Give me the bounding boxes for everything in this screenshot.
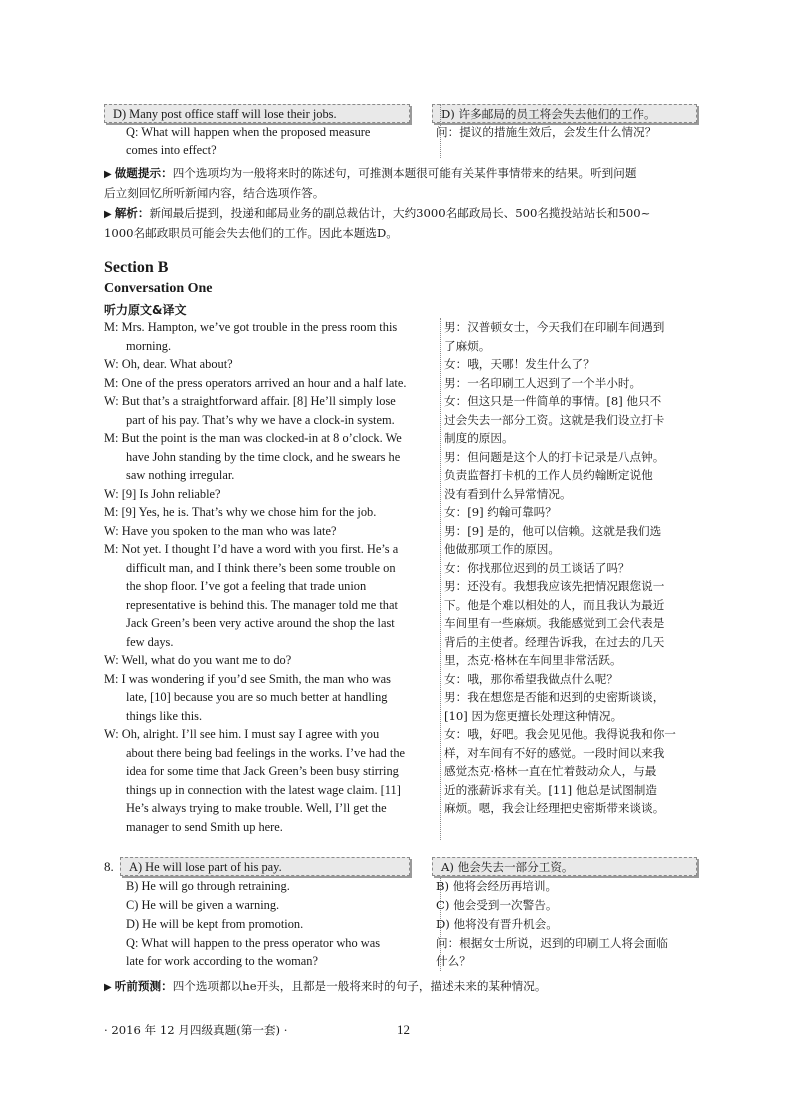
cn-line: 男：但问题是这个人的打卡记录是八点钟。 xyxy=(444,449,665,464)
en-line: M: I was wondering if you’d see Smith, the man who was xyxy=(104,671,392,686)
transcript-subtitle: 听力原文&译文 xyxy=(104,303,187,317)
cn-line: 负责监督打卡机的工作人员约翰断定说他 xyxy=(444,468,653,482)
option-d-highlight xyxy=(104,104,410,123)
cn-line: 女：哦，那你希望我做点什么呢？ xyxy=(444,671,618,686)
page-number: 12 xyxy=(397,1022,410,1037)
en-line: late, [10] because you are so much better at handling xyxy=(126,690,388,704)
tip-hint-line1: 四个选项均为一般将来时的陈述句，可推测本题很可能有关某件事情带来的结果。听到问题 xyxy=(172,166,637,180)
section-title: Section B xyxy=(104,259,169,276)
cn-line: 下。他是个难以相处的人，而且我认为最近 xyxy=(444,597,665,612)
cn-line: 样，对车间有不好的感觉。一段时间以来我 xyxy=(444,745,665,760)
option-d-cn: D) 他将没有晋升机会。 xyxy=(436,917,558,931)
en-line: representative is behind this. The manager told me that xyxy=(126,597,398,612)
en-line: things like this. xyxy=(126,708,203,723)
cn-line: 背后的主使者。经理告诉我，在过去的几天 xyxy=(444,634,665,649)
arrow-icon: ▶ xyxy=(104,169,112,180)
option-b-cn: B) 他将会经历再培训。 xyxy=(436,879,558,893)
q8-question-en-line1: Q: What will happen to the press operator who was xyxy=(126,936,381,950)
q8-question-cn-line2: 什么？ xyxy=(436,954,471,968)
option-a-en: A) He will lose part of his pay. xyxy=(129,860,282,874)
en-line: M: Not yet. I thought I’d have a word with you first. He’s a xyxy=(104,542,399,556)
tip-prediction xyxy=(104,977,696,997)
en-line: Jack Green’s been very active around the shop the last xyxy=(126,616,395,630)
en-line: idea for some time that Jack Green’s been busy stirring xyxy=(126,764,399,778)
cn-line: 女：哦，天哪！发生什么了？ xyxy=(444,357,595,371)
en-line: part of his pay. That’s why we have a clock-in system. xyxy=(126,412,395,427)
en-line: W: Have you spoken to the man who was late? xyxy=(104,523,337,538)
transcript-chinese xyxy=(444,318,694,840)
en-line: M: But the point is the man was clocked-in at 8 o’clock. We xyxy=(104,431,402,445)
cn-line: 女：但这只是一件简单的事情。[8] 他只不 xyxy=(444,394,662,408)
cn-line: 女：哦，好吧。我会见见他。我得说我和你一 xyxy=(444,727,676,741)
tip-prediction-heading: 听前预测： xyxy=(114,979,173,993)
q8-question-en-line2: late for work according to the woman? xyxy=(126,954,318,968)
arrow-icon: ▶ xyxy=(104,982,112,993)
en-line: few days. xyxy=(126,634,174,649)
tip-analysis-line2: 1000名邮政职员可能会失去他们的工作。因此本题选D。 xyxy=(104,226,398,240)
option-a-cn-highlight xyxy=(432,857,697,876)
en-line: saw nothing irregular. xyxy=(126,468,235,482)
en-line: W: Oh, alright. I’ll see him. I must say I agree with you xyxy=(104,727,380,741)
tip-analysis-heading: 解析： xyxy=(114,206,150,220)
en-line: He’s always trying to make trouble. Well, I’ll get the xyxy=(126,801,387,815)
tip-hint-heading: 做题提示： xyxy=(114,166,173,180)
option-d-en: D) Many post office staff will lose their jobs. xyxy=(113,107,337,121)
question-en-line1: Q: What will happen when the proposed measure xyxy=(126,125,371,139)
option-a-cn: A) 他会失去一部分工资。 xyxy=(441,860,574,874)
cn-line: [10] 因为您更擅长处理这种情况。 xyxy=(444,708,623,723)
cn-line: 男：[9] 是的，他可以信赖。这就是我们选 xyxy=(444,523,662,538)
cn-line: 了麻烦。 xyxy=(444,338,491,353)
en-line: manager to send Smith up here. xyxy=(126,819,283,834)
en-line: M: Mrs. Hampton, we’ve got trouble in the press room this xyxy=(104,320,398,334)
question-number: 8. xyxy=(104,859,114,874)
tip-hint xyxy=(104,164,696,203)
question-cn: 问：提议的措施生效后，会发生什么情况？ xyxy=(436,125,657,139)
en-line: W: Well, what do you want me to do? xyxy=(104,653,292,667)
en-line: morning. xyxy=(126,338,172,353)
tip-prediction-line1: 四个选项都以he开头，且都是一般将来时的句子，描述未来的某种情况。 xyxy=(172,979,547,993)
cn-line: 男：一名印刷工人迟到了一个半小时。 xyxy=(444,375,642,390)
cn-line: 没有看到什么异常情况。 xyxy=(444,486,572,501)
top-column-divider xyxy=(440,104,441,158)
option-b-en: B) He will go through retraining. xyxy=(126,879,290,893)
option-d-cn: D) 许多邮局的员工将会失去他们的工作。 xyxy=(441,107,656,121)
en-line: M: One of the press operators arrived an hour and a half late. xyxy=(104,375,407,390)
transcript-column-divider xyxy=(440,318,441,840)
arrow-icon: ▶ xyxy=(104,209,112,220)
option-d-cn-highlight xyxy=(432,104,697,123)
en-line: W: Oh, dear. What about? xyxy=(104,357,233,371)
cn-line: 近的涨薪诉求有关。[11] 他总是试图制造 xyxy=(444,782,657,797)
option-c-cn: C) 他会受到一次警告。 xyxy=(436,898,558,912)
cn-line: 制度的原因。 xyxy=(444,431,514,445)
transcript-english xyxy=(104,318,436,840)
en-line: have John standing by the time clock, and he swears he xyxy=(126,449,401,464)
q8-question-cn-line1: 问：根据女士所说，迟到的印刷工人将会面临 xyxy=(436,936,668,950)
en-line: things up in connection with the latest wage claim. [11] xyxy=(126,782,401,797)
cn-line: 感觉杰克·格林一直在忙着鼓动众人，与最 xyxy=(444,764,657,778)
en-line: about there being bad feelings in the works. I’ve had the xyxy=(126,745,406,760)
footer-source: · 2016 年 12 月四级真题(第一套) · xyxy=(104,1023,288,1037)
question-en-line2: comes into effect? xyxy=(126,143,217,157)
cn-line: 男：还没有。我想我应该先把情况跟您说一 xyxy=(444,579,665,593)
cn-line: 男：汉普顿女士，今天我们在印刷车间遇到 xyxy=(444,320,665,334)
cn-line: 他做那项工作的原因。 xyxy=(444,542,560,556)
en-line: W: But that’s a straightforward affair. [8] He’ll simply lose xyxy=(104,394,396,408)
cn-line: 男：我在想您是否能和迟到的史密斯谈谈， xyxy=(444,690,665,704)
option-c-en: C) He will be given a warning. xyxy=(126,898,280,912)
conversation-title: Conversation One xyxy=(104,281,213,296)
tip-analysis xyxy=(104,204,696,243)
tip-hint-line2: 后立刻回忆所听新闻内容，结合选项作答。 xyxy=(104,186,325,200)
cn-line: 女：[9] 约翰可靠吗？ xyxy=(444,505,557,519)
option-d-en: D) He will be kept from promotion. xyxy=(126,917,304,931)
cn-line: 麻烦。嗯，我会让经理把史密斯带来谈谈。 xyxy=(444,801,665,815)
cn-line: 女：你找那位迟到的员工谈话了吗？ xyxy=(444,560,630,575)
en-line: W: [9] Is John reliable? xyxy=(104,486,221,501)
en-line: M: [9] Yes, he is. That’s why we chose him for the job. xyxy=(104,505,377,519)
en-line: the shop floor. I’ve got a feeling that trade union xyxy=(126,579,367,593)
tip-analysis-line1: 新闻最后提到，投递和邮局业务的副总裁估计，大约3000名邮政局长、500名揽投站站长和500~ xyxy=(149,206,651,220)
en-line: difficult man, and I think there’s been some trouble on xyxy=(126,560,396,575)
option-a-highlight xyxy=(120,857,410,876)
cn-line: 里，杰克·格林在车间里非常活跃。 xyxy=(444,653,622,667)
cn-line: 过会失去一部分工资。这就是我们设立打卡 xyxy=(444,412,665,427)
cn-line: 车间里有一些麻烦。我能感觉到工会代表是 xyxy=(444,616,665,630)
